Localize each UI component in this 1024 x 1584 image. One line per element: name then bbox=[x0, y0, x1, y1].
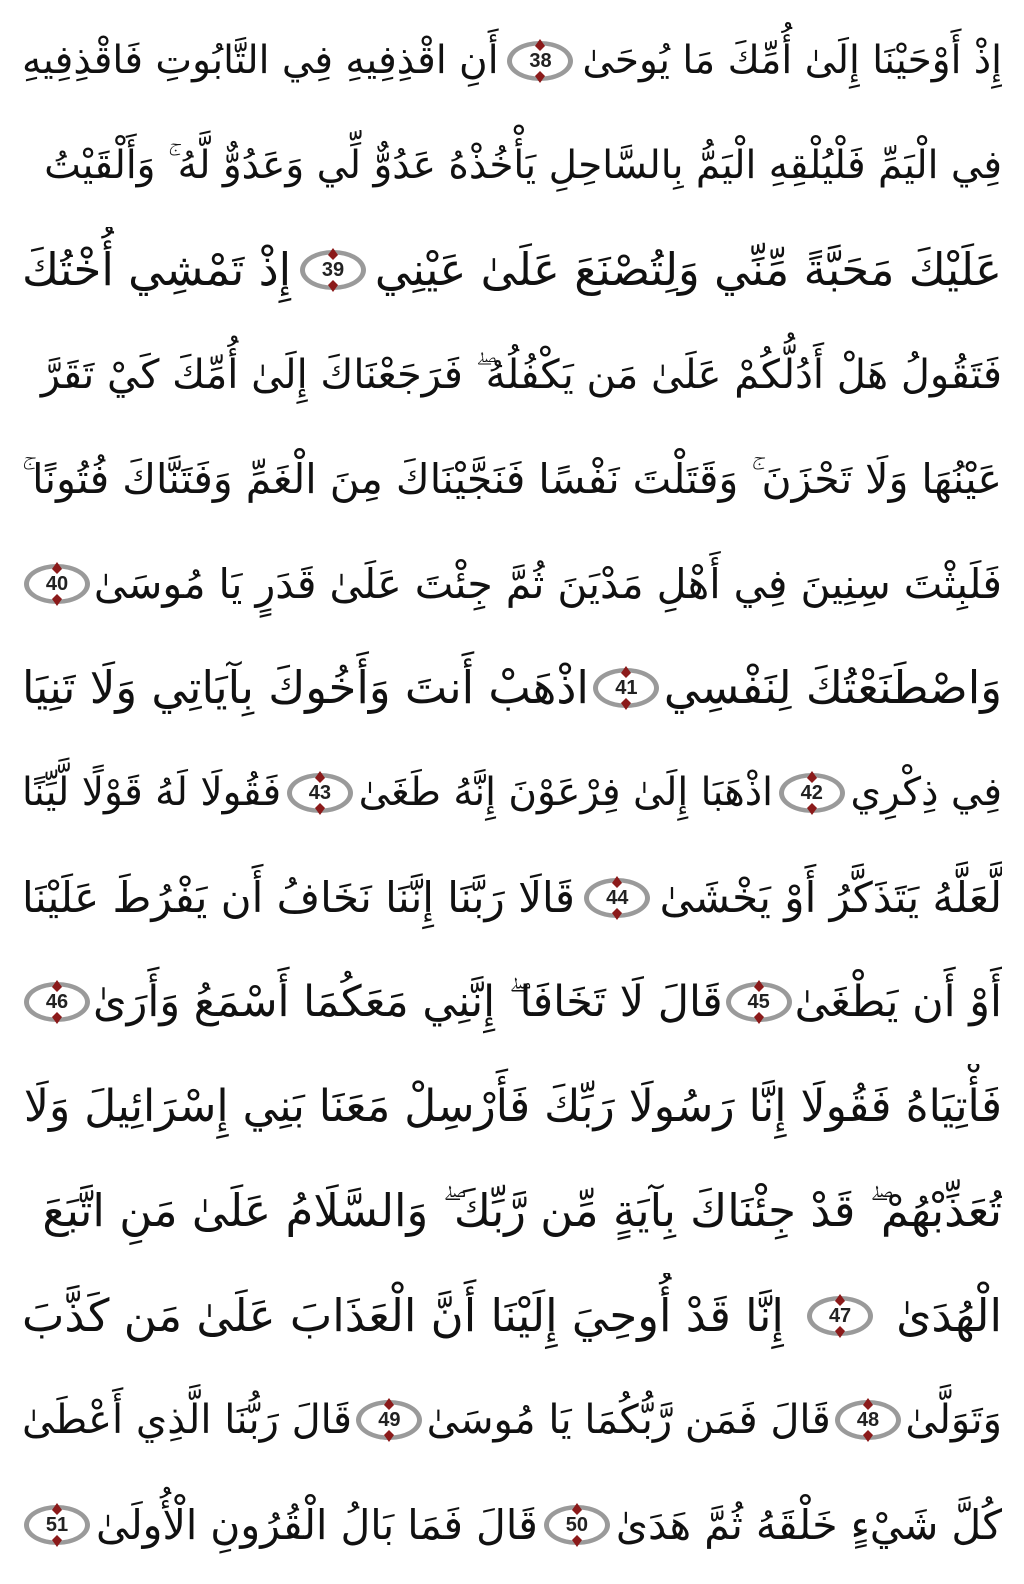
ayah-marker bbox=[505, 38, 575, 84]
ayah-text: قَالَ رَبُّنَا الَّذِي أَعْطَىٰ bbox=[22, 1397, 352, 1444]
ayah-marker bbox=[582, 875, 652, 921]
ayah-text: فِي ذِكْرِي bbox=[850, 769, 1002, 815]
ayah-marker bbox=[542, 1502, 612, 1548]
ayah-number: 44 bbox=[606, 886, 629, 909]
ayah-text: فَأْتِيَاهُ فَقُولَا إِنَّا رَسُولَا رَبِّكَ فَأَرْسِلْ مَعَنَا بَنِي إِسْرَائِيلَ وَلَا bbox=[23, 1080, 1002, 1132]
text-line-10 bbox=[22, 959, 1002, 1045]
text-line-2 bbox=[22, 123, 1002, 209]
ayah-text: أَنِ اقْذِفِيهِ فِي التَّابُوتِ فَاقْذِفِيهِ bbox=[22, 38, 499, 83]
ayah-text: إِنَّا قَدْ أُوحِيَ إِلَيْنَا أَنَّ الْعَذَابَ عَلَىٰ مَن كَذَّبَ bbox=[22, 1288, 784, 1342]
ayah-text: أَوْ أَن يَطْغَىٰ bbox=[794, 977, 1002, 1028]
ayah-number: 39 bbox=[321, 259, 345, 282]
text-line-1 bbox=[22, 18, 1002, 104]
ayah-text: فَتَقُولُ هَلْ أَدُلُّكُمْ عَلَىٰ مَن يَكْفُلُهُ ۖ فَرَجَعْنَاكَ إِلَىٰ أُمِّكَ كَيْ تَقَرَّ bbox=[40, 351, 1002, 398]
ayah-text: قَالَ فَمَا بَالُ الْقُرُونِ الْأُولَىٰ bbox=[96, 1500, 538, 1549]
ayah-number: 48 bbox=[856, 1409, 880, 1432]
ayah-number: 46 bbox=[45, 991, 69, 1014]
ayah-marker bbox=[777, 770, 847, 816]
ayah-marker bbox=[298, 247, 368, 293]
text-line-14 bbox=[22, 1377, 1002, 1463]
ayah-number: 41 bbox=[615, 677, 638, 700]
text-line-11 bbox=[22, 1064, 1002, 1150]
ayah-number: 40 bbox=[45, 572, 69, 595]
ayah-text: اذْهَبْ أَنتَ وَأَخُوكَ بِآيَاتِي وَلَا تَنِيَا bbox=[22, 661, 589, 715]
ayah-number: 50 bbox=[565, 1513, 589, 1536]
text-line-6 bbox=[22, 541, 1002, 627]
ayah-text: فَلَبِثْتَ سِنِينَ فِي أَهْلِ مَدْيَنَ ثُمَّ جِئْتَ عَلَىٰ قَدَرٍ يَا مُوسَىٰ bbox=[93, 559, 1002, 608]
text-line-12 bbox=[22, 1168, 1002, 1254]
ayah-text: فِي الْيَمِّ فَلْيُلْقِهِ الْيَمُّ بِالسَّاحِلِ يَأْخُذْهُ عَدُوٌّ لِّي وَعَدُوٌّ لَّهُ ۚ وَأَلْقَيْتُ bbox=[44, 142, 1002, 188]
ayah-marker bbox=[724, 979, 794, 1025]
ayah-text: وَاصْطَنَعْتُكَ لِنَفْسِي bbox=[663, 661, 1002, 715]
ayah-number: 42 bbox=[800, 781, 823, 804]
ayah-text: لَّعَلَّهُ يَتَذَكَّرُ أَوْ يَخْشَىٰ bbox=[659, 872, 1002, 922]
ayah-text: وَتَوَلَّىٰ bbox=[905, 1397, 1002, 1444]
ayah-text: إِذْ تَمْشِي أُخْتُكَ bbox=[22, 243, 292, 297]
ayah-text: عَيْنُهَا وَلَا تَحْزَنَ ۚ وَقَتَلْتَ نَفْسًا فَنَجَّيْنَاكَ مِنَ الْغَمِّ وَفَتَنَّاكَ فُتُونًا ۚ bbox=[22, 455, 1002, 504]
text-line-13 bbox=[22, 1273, 1002, 1359]
mushaf-page bbox=[22, 18, 1002, 1568]
ayah-marker bbox=[591, 665, 661, 711]
ayah-text: قَالَ فَمَن رَّبُّكُمَا يَا مُوسَىٰ bbox=[426, 1397, 831, 1444]
ayah-marker bbox=[22, 1502, 92, 1548]
ayah-marker bbox=[805, 1293, 875, 1339]
ayah-text: قَالَا رَبَّنَا إِنَّنَا نَخَافُ أَن يَفْرُطَ عَلَيْنَا bbox=[22, 872, 575, 922]
text-line-4 bbox=[22, 332, 1002, 418]
text-line-8 bbox=[22, 750, 1002, 836]
ayah-text: تُعَذِّبْهُمْ ۖ قَدْ جِئْنَاكَ بِآيَةٍ مِّن رَّبِّكَ ۖ وَالسَّلَامُ عَلَىٰ مَنِ اتَّبَعَ bbox=[42, 1184, 1002, 1238]
ayah-number: 38 bbox=[529, 50, 552, 72]
text-line-9 bbox=[22, 855, 1002, 941]
ayah-text: الْهُدَىٰ bbox=[896, 1288, 1002, 1342]
ayah-number: 51 bbox=[45, 1513, 69, 1536]
text-line-7 bbox=[22, 645, 1002, 731]
ayah-text: قَالَ لَا تَخَافَا ۖ إِنَّنِي مَعَكُمَا أَسْمَعُ وَأَرَىٰ bbox=[92, 977, 723, 1028]
ayah-marker bbox=[22, 561, 92, 607]
ayah-text: عَلَيْكَ مَحَبَّةً مِّنِّي وَلِتُصْنَعَ عَلَىٰ عَيْنِي bbox=[374, 243, 1002, 297]
ayah-marker bbox=[22, 979, 92, 1025]
text-line-3 bbox=[22, 227, 1002, 313]
ayah-text: اذْهَبَا إِلَىٰ فِرْعَوْنَ إِنَّهُ طَغَىٰ bbox=[358, 769, 773, 815]
ayah-text: كُلَّ شَيْءٍ خَلْقَهُ ثُمَّ هَدَىٰ bbox=[615, 1500, 1002, 1549]
ayah-number: 49 bbox=[378, 1409, 401, 1432]
ayah-marker bbox=[285, 770, 355, 816]
ayah-marker bbox=[354, 1397, 424, 1443]
text-line-5 bbox=[22, 436, 1002, 522]
ayah-marker bbox=[833, 1397, 903, 1443]
ayah-number: 47 bbox=[828, 1304, 852, 1327]
ayah-text: فَقُولَا لَهُ قَوْلًا لَّيِّنًا bbox=[22, 769, 282, 815]
text-line-15 bbox=[22, 1482, 1002, 1568]
ayah-number: 45 bbox=[747, 991, 770, 1014]
ayah-number: 43 bbox=[308, 781, 331, 804]
ayah-text: إِذْ أَوْحَيْنَا إِلَىٰ أُمِّكَ مَا يُوحَىٰ bbox=[582, 38, 1002, 83]
